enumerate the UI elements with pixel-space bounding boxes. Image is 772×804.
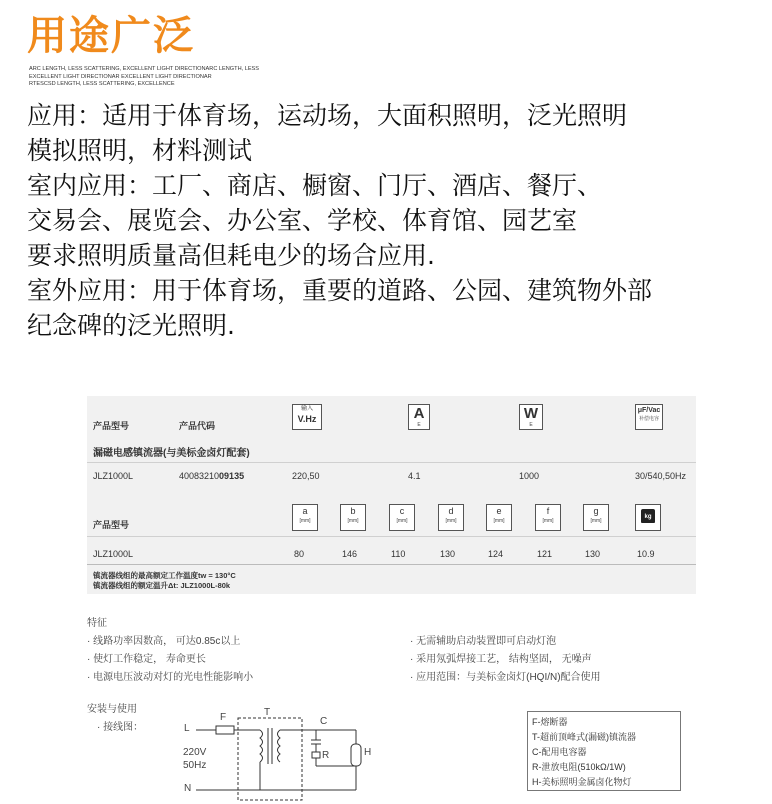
- weight-icon: [635, 504, 661, 531]
- capacitor-icon-main: μF/Vac: [637, 407, 661, 414]
- label-N: N: [184, 783, 192, 794]
- dim-e-icon: [486, 504, 512, 531]
- dim-label: f: [546, 506, 550, 516]
- label-F: F: [220, 712, 227, 723]
- label-C: C: [320, 716, 328, 727]
- subtitle-line: RTESCSD LENGTH, LESS SCATTERING, EXCELLENCE: [29, 81, 175, 87]
- row1-ampere: 4.1: [408, 471, 421, 481]
- dim-unit: [mm]: [347, 518, 359, 524]
- dim-d-icon: [438, 504, 464, 531]
- row1-input: 220,50: [292, 471, 320, 481]
- dim-d-value: 130: [440, 549, 456, 559]
- install-title: 安装与使用: [87, 704, 137, 715]
- label-R: R: [322, 750, 330, 761]
- label-H: H: [364, 747, 372, 758]
- note-line: 镇流器线组的额定温升Δt: JLZ1000L-80k: [93, 581, 231, 590]
- feature-item: · 无需辅助启动装置即可启动灯泡: [410, 636, 557, 647]
- label-L: L: [184, 723, 190, 734]
- feature-item: · 线路功率因数高， 可达0.85c以上: [87, 636, 241, 647]
- body-line: 应用：适用于体育场，运动场，大面积照明，泛光照明: [27, 101, 628, 130]
- ampere-icon-main: A: [413, 405, 425, 422]
- code-suffix: 09135: [219, 471, 245, 481]
- watt-icon-sub: E: [529, 422, 533, 428]
- weight-value: 10.9: [637, 549, 655, 559]
- body-line: 交易会、展览会、办公室、学校、体育馆、园艺室: [27, 206, 578, 235]
- divider: [87, 536, 696, 537]
- code-prefix: 40083210: [179, 471, 220, 481]
- divider: [87, 564, 696, 565]
- model-header-2: 产品型号: [93, 520, 130, 530]
- legend-item: F-熔断器: [532, 717, 568, 727]
- body-line: 室外应用：用于体育场，重要的道路、公园、建筑物外部: [27, 276, 653, 305]
- wiring-legend: [527, 711, 681, 791]
- dim-c-value: 110: [391, 549, 406, 559]
- dim-e-value: 124: [488, 549, 504, 559]
- legend-item: T-超前顶峰式(漏磁)镇流器: [532, 732, 636, 742]
- dim-a-icon: [292, 504, 318, 531]
- dim-b-value: 146: [342, 549, 358, 559]
- row2-model: JLZ1000L: [93, 549, 134, 559]
- row1-model: JLZ1000L: [93, 471, 134, 481]
- spec-table: [87, 396, 696, 594]
- feature-item: · 电源电压波动对灯的光电性能影响小: [87, 672, 254, 683]
- dim-label: e: [496, 506, 502, 516]
- dim-unit: [mm]: [445, 518, 457, 524]
- input-icon-top: 输入: [300, 406, 313, 412]
- dim-f-icon: [535, 504, 561, 531]
- dim-unit: [mm]: [396, 518, 408, 524]
- watt-icon-main: W: [523, 405, 539, 422]
- ampere-icon: [408, 404, 430, 430]
- label-voltage: 220V: [183, 747, 207, 758]
- dim-label: b: [350, 506, 356, 516]
- dim-f-value: 121: [537, 549, 553, 559]
- label-T: T: [264, 707, 271, 718]
- section-title: 漏磁电感镇流器(与美标金卤灯配套): [93, 448, 250, 459]
- body-line: 纪念碑的泛光照明.: [27, 311, 235, 340]
- capacitor-icon-sub: 补偿电容: [638, 416, 659, 422]
- watt-icon: [519, 404, 543, 430]
- legend-item: R-泄放电阻(510kΩ/1W): [532, 762, 626, 772]
- model-header: 产品型号: [93, 421, 130, 431]
- label-frequency: 50Hz: [183, 760, 207, 771]
- weight-icon-glyph: kg: [641, 509, 655, 523]
- dim-label: d: [448, 506, 454, 516]
- dim-c-icon: [389, 504, 415, 531]
- input-icon-main: V.Hz: [297, 414, 317, 424]
- dim-a-value: 80: [294, 549, 305, 559]
- body-line: 室内应用：工厂、商店、橱窗、门厅、酒店、餐厅、: [27, 171, 603, 200]
- legend-item: C-配用电容器: [532, 747, 587, 757]
- dim-label: a: [302, 506, 308, 516]
- capacitor-icon: [635, 404, 663, 430]
- subtitle-text: [29, 66, 289, 89]
- body-line: 模拟照明，材料测试: [27, 136, 253, 165]
- code-header: 产品代码: [179, 421, 216, 431]
- ampere-icon-sub: E: [417, 422, 421, 428]
- dim-unit: [mm]: [299, 518, 311, 524]
- wiring-diagram: [176, 704, 386, 804]
- wiring-label: · 接线图：: [97, 722, 144, 733]
- row1-cap: 30/540,50Hz: [635, 471, 687, 481]
- dim-g-value: 130: [585, 549, 601, 559]
- row1-code: [179, 471, 244, 481]
- divider: [87, 462, 696, 463]
- input-voltage-icon: [292, 404, 322, 430]
- feature-item: · 采用氖弧焊接工艺， 结构坚固， 无噪声: [410, 654, 592, 665]
- dim-unit: [mm]: [493, 518, 505, 524]
- feature-item: · 应用范围：与美标金卤灯(HQI/N)配合使用: [410, 672, 601, 683]
- dim-label: c: [399, 506, 405, 516]
- legend-item: H-美标照明金属卤化物灯: [532, 777, 632, 787]
- dim-b-icon: [340, 504, 366, 531]
- note-line: 镇流器线组的最高额定工作温度tw = 130°C: [93, 571, 236, 580]
- dim-unit: [mm]: [542, 518, 554, 524]
- dim-label: g: [593, 506, 599, 516]
- features-title: 特征: [87, 618, 107, 629]
- subtitle-line: ARC LENGTH, LESS SCATTERING, EXCELLENT LIGHT DIRECTIONARC LENGTH, LESS: [29, 66, 260, 72]
- page-title: 用途广泛: [27, 13, 195, 59]
- dim-unit: [mm]: [590, 518, 602, 524]
- application-description: [27, 98, 767, 343]
- subtitle-line: EXCELLENT LIGHT DIRECTIONAR EXCELLENT LIGHT DIRECTIONAR: [29, 73, 212, 80]
- body-line: 要求照明质量高但耗电少的场合应用.: [27, 241, 435, 270]
- feature-item: · 使灯工作稳定， 寿命更长: [87, 654, 206, 665]
- dim-g-icon: [583, 504, 609, 531]
- row1-watt: 1000: [519, 471, 540, 481]
